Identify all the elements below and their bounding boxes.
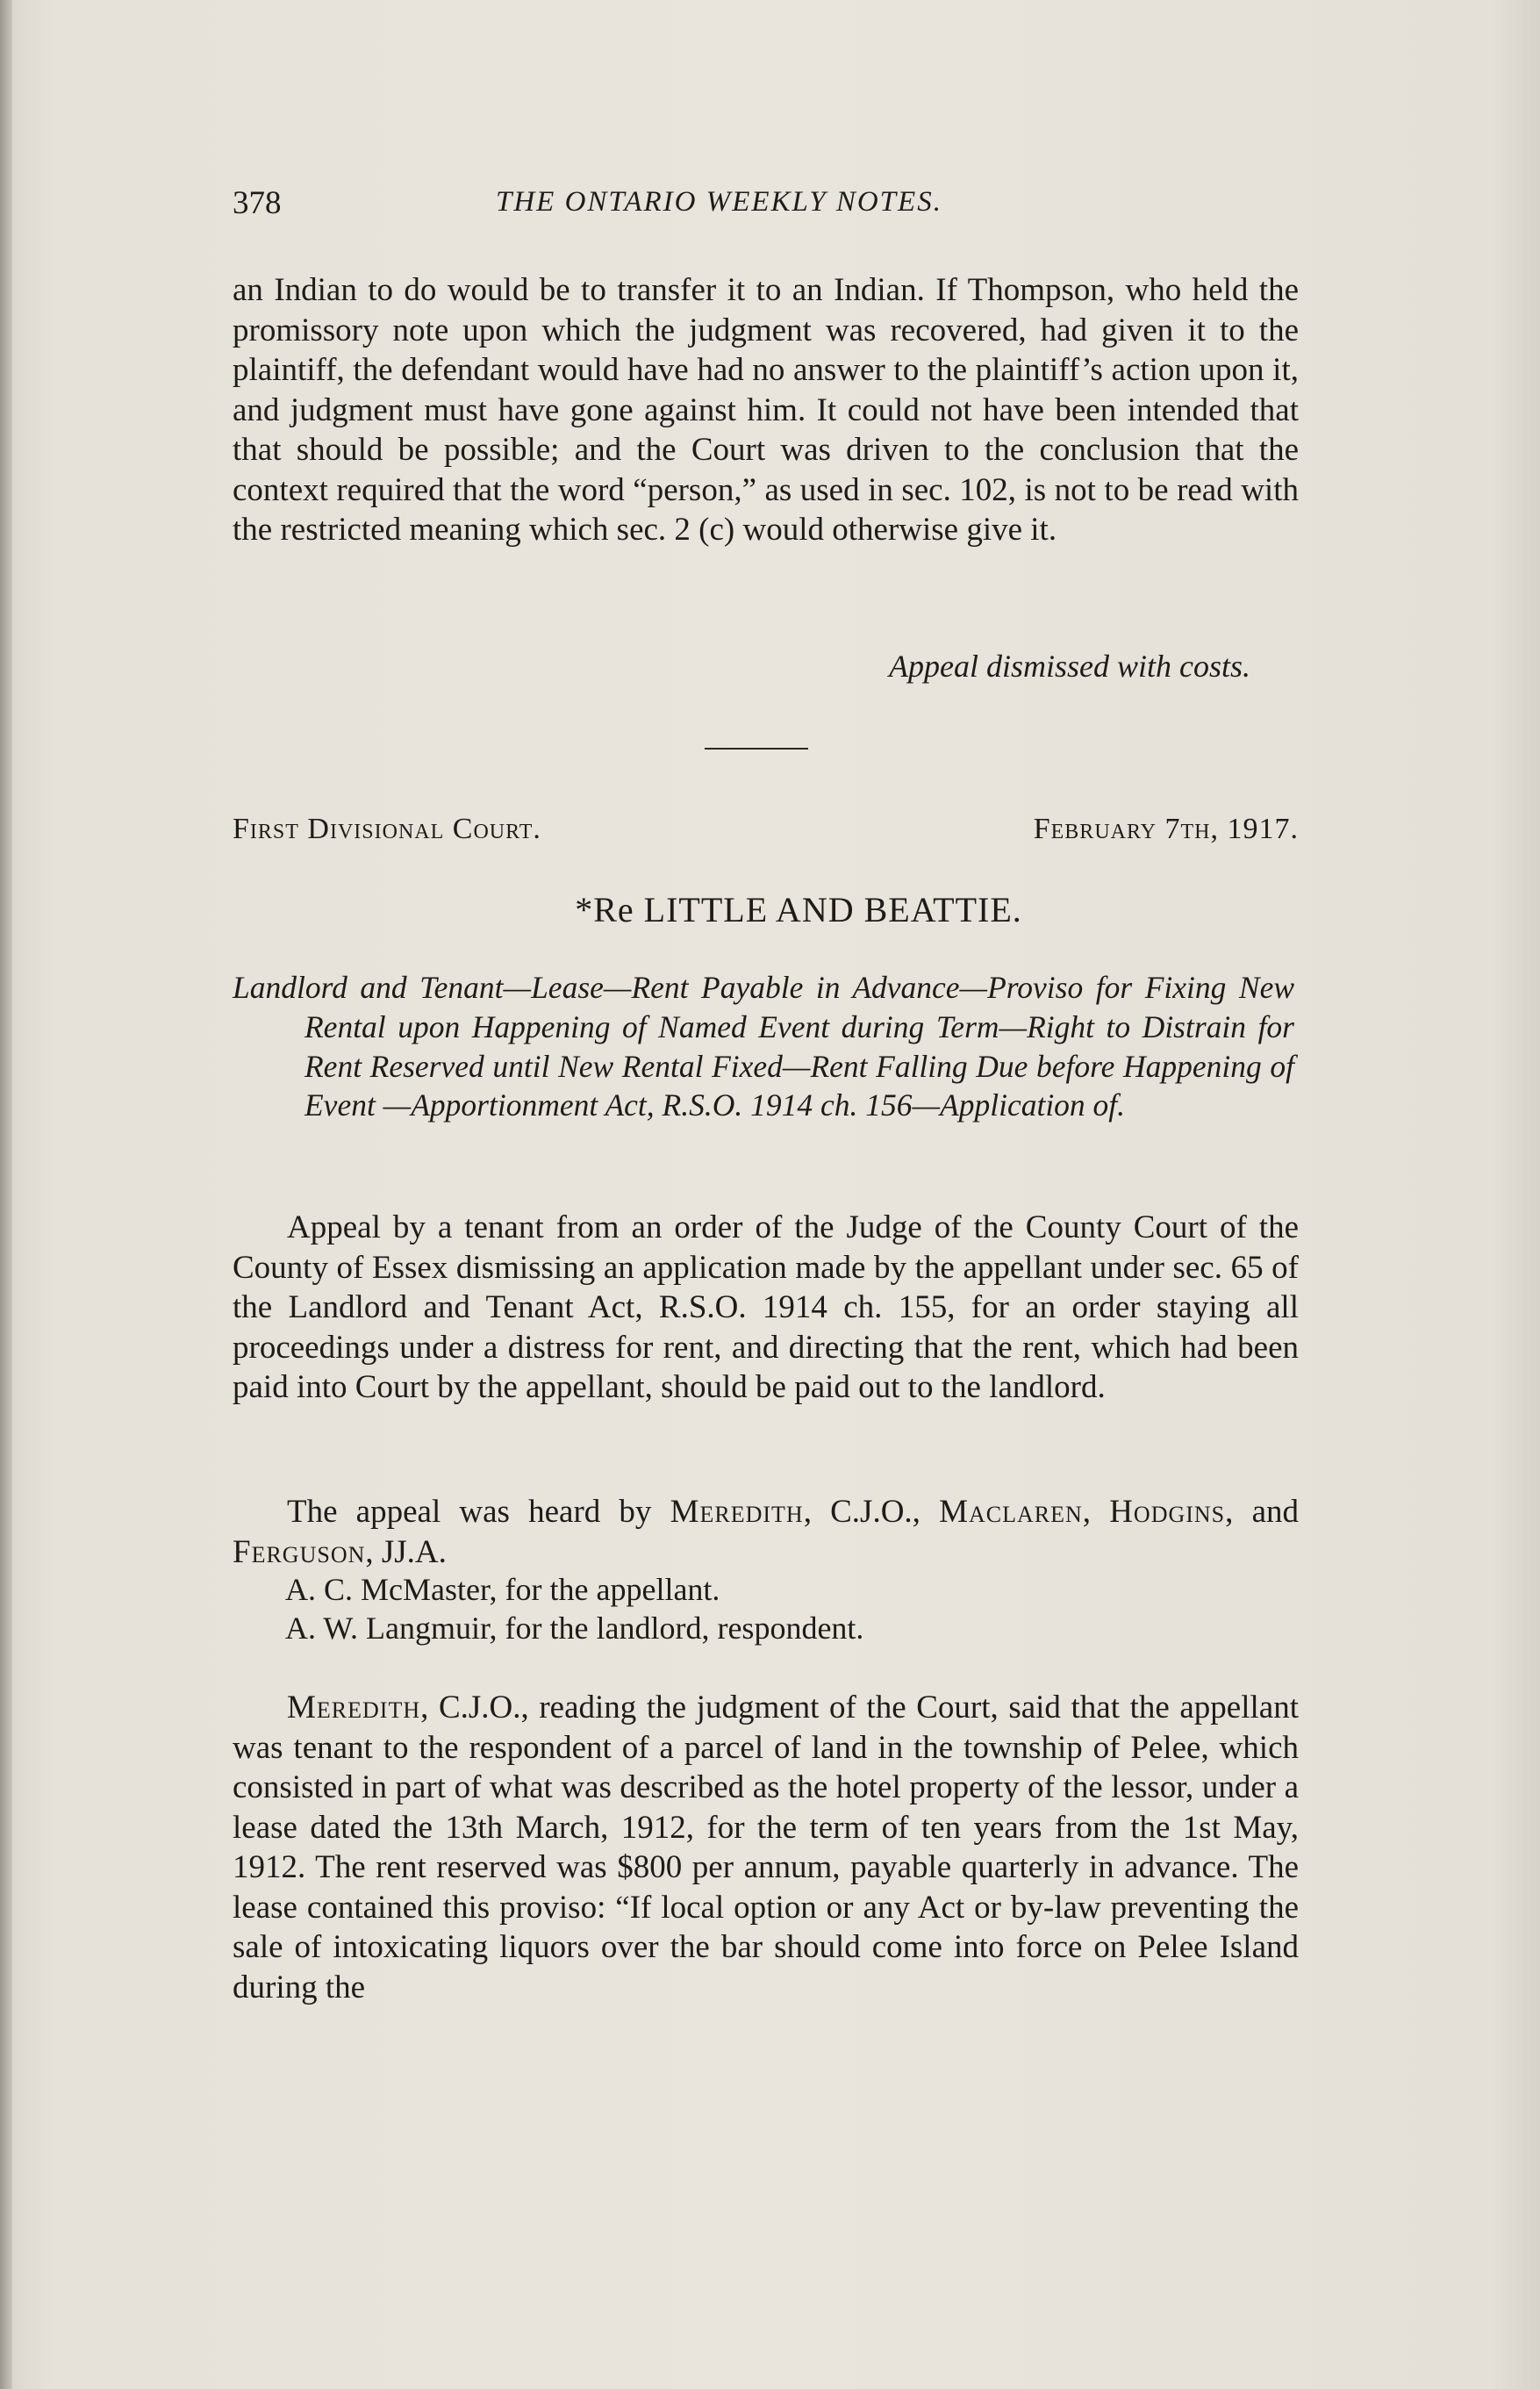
judge-name: Ferguson xyxy=(233,1533,366,1570)
book-spine-shadow xyxy=(0,0,12,2389)
journal-title: THE ONTARIO WEEKLY NOTES. xyxy=(496,186,942,218)
hearing-intro: The appeal was heard by xyxy=(287,1494,670,1530)
counsel-appellant: A. C. McMaster, for the appellant. xyxy=(285,1572,720,1607)
court-line xyxy=(233,813,1299,853)
page-number: 378 xyxy=(233,185,282,221)
hearing-paragraph xyxy=(233,1492,1299,1572)
case-title: *Re LITTLE AND BEATTIE. xyxy=(575,890,1022,929)
opening-paragraph: an Indian to do would be to transfer it to an Indian. If Thompson, who held the promissory note upon which the judgment was recovered, had given it to the plaintiff, the defendant would have had no answer to the plaintiff’s action upon it, and judgment must have gone against him. It could not have been intended that that should be possible; and the Court was driven to the conclusion that the context required that the word “person,” as used in sec. 102, is not to be read with the restricted meaning which sec. 2 (c) would otherwise give it. xyxy=(233,272,1299,548)
hearing-separator: , xyxy=(1082,1494,1110,1530)
court-name: First Divisional Court. xyxy=(233,813,541,845)
counsel-respondent: A. W. Langmuir, for the landlord, respondent. xyxy=(285,1611,864,1646)
running-head xyxy=(233,184,1299,237)
court-date: February 7th, 1917. xyxy=(1033,813,1299,845)
judgment-text: , C.J.O., reading the judgment of the Court, said that the appellant was tenant to the respondent of a parcel of land in the township of Pelee, which consisted in part of what was described as the hotel property of the lessor, under a lease dated the 13th March, 1912, for the term of ten years from the 1st May, 1912. The rent reserved was $800 per annum, payable quarterly in advance. The lease contained this proviso: “If local option or any Act or by-law preventing the sale of intoxicating liquors over the bar should come into force on Pelee Island during the xyxy=(233,1690,1299,2005)
judge-name: Meredith xyxy=(670,1494,804,1530)
headnote: Landlord and Tenant—Lease—Rent Payable in Advance—Proviso for Fixing New Rental upon Happening of Named Event during Term—Right to Distrain for Rent Reserved until New Rental Fixed—Rent Falling Due before Happening of Event —Apportionment Act, R.S.O. 1914 ch. 156—Application of. xyxy=(233,970,1294,1123)
appeal-paragraph: Appeal by a tenant from an order of the Judge of the County Court of the County of Essex dismissing an application made by the appellant under sec. 65 of the Landlord and Tenant Act, R.S.O. 1914 ch. 155, for an order staying all proceedings under a distress for rent, and directing that the rent, which had been paid into Court by the appellant, should be paid out to the landlord. xyxy=(233,1209,1299,1405)
hearing-separator: , and xyxy=(1225,1494,1299,1530)
hearing-separator: , C.J.O., xyxy=(803,1494,940,1530)
disposition: Appeal dismissed with costs. xyxy=(889,649,1250,684)
hearing-end: , JJ.A. xyxy=(365,1533,447,1570)
judgment-judge: Meredith xyxy=(287,1690,421,1725)
section-divider xyxy=(705,748,808,750)
judge-name: Hodgins xyxy=(1109,1494,1226,1530)
judgment-paragraph xyxy=(233,1688,1299,2007)
judge-name: Maclaren xyxy=(939,1494,1083,1530)
